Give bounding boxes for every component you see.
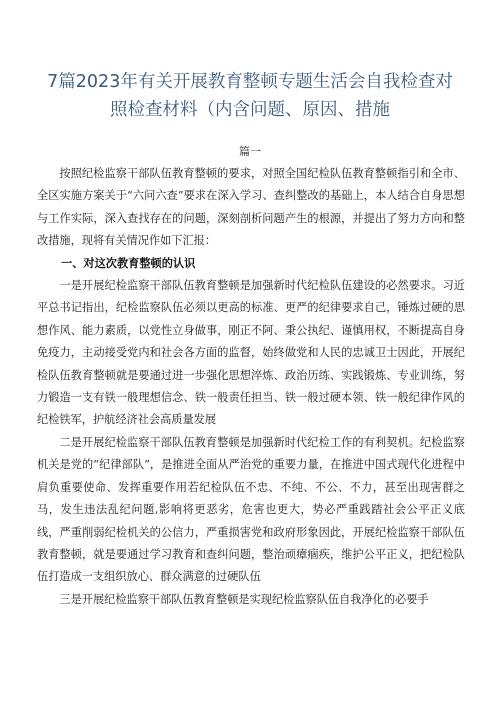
paragraph-1: 一是开展纪检监察干部队伍教育整顿是加强新时代纪检队伍建设的必然要求。习近平总书记指出，纪检监察队伍必须以更高的标准、更严的纪律要求自己，锤炼过硬的思想作风、能力素质，以党性立身做事，刚正不阿、秉公执纪、谨慎用权，不断提高自身免疫力，主动接受党内和社会各方面的监督，始终做党和人民的忠诚卫士因此，开展纪检队伍教育整顿就是要通过进一步强化思想淬炼、政治历练、实践锻炼、专业训练，努力锻造一支有铁一般理想信念、铁一般责任担当、铁一般过硬本领、铁一般纪律作风的纪检铁军，护航经济社会高质量发展 <box>37 279 465 427</box>
document-body <box>37 163 465 611</box>
paragraph-3: 三是开展纪检监察干部队伍教育整顿是实现纪检监察队伍自我净化的必要手 <box>59 592 429 606</box>
document-title: 7篇2023年有关开展教育整顿专题生活会自我检查对照检查材料（内含问题、原因、措施 <box>47 72 453 120</box>
section-label: 篇一 <box>239 145 261 158</box>
intro-paragraph: 按照纪检监察干部队伍教育整顿的要求，对照全国纪检队伍教育整顿指引和全市、全区实施方案关于“六问六查”要求在深入学习、查纠整改的基础上，本人结合自身思想与工作实际，深入查找存在的问题，深刻剖析问题产生的根源，并提出了努力方向和整改措施，现将有关情况作如下汇报： <box>37 167 465 248</box>
paragraph-2: 二是开展纪检监察干部队伍教育整顿是加强新时代纪检工作的有利契机。纪检监察机关是党的“纪律部队”，是推进全面从严治党的重要力量，在推进中国式现代化进程中肩负重要使命、发挥重要作用若纪检队伍不忠、不纯、不公、不力，甚至出现害群之马，发生违法乱纪问题,影响将更恶劣，危害也更大，势必严重践踏社会公平正义底线，严重削弱纪检机关的公信力，严重损害党和政府形象因此，开展纪检监察干部队伍教育整顿，就是要通过学习教育和查纠问题，整治顽瘴痼疾，维护公平正义，把纪检队伍打造成一支组织放心、群众满意的过硬队伍 <box>37 435 465 584</box>
section-heading: 一、对这次教育整顿的认识 <box>61 256 196 270</box>
